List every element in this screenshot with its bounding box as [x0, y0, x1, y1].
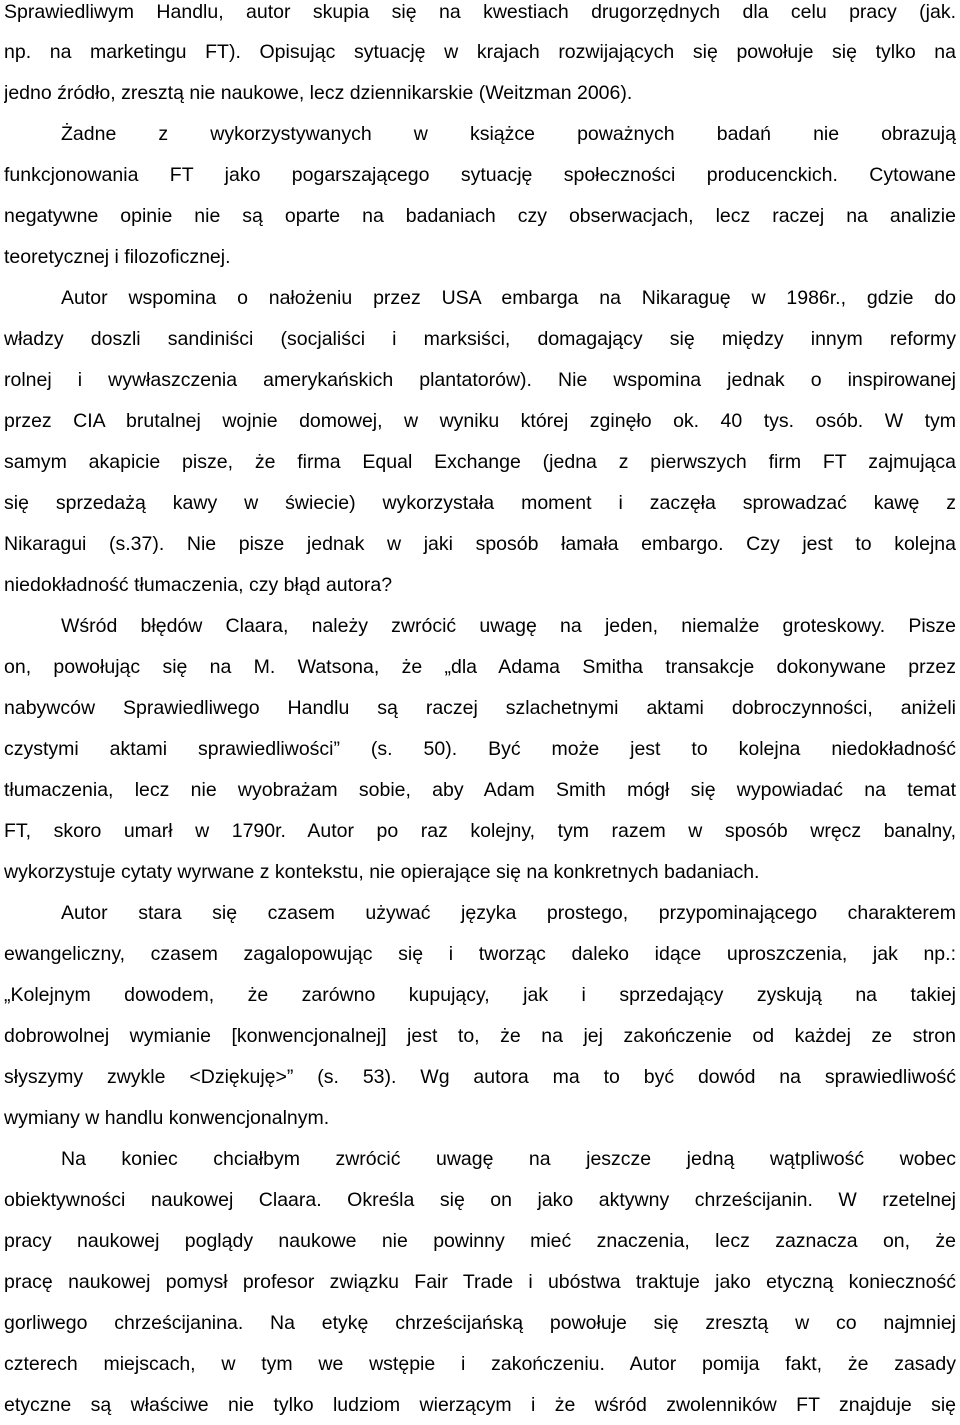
text-line: obiektywności naukowej Claara. Określa się on jako aktywny chrześcijanin. W rzetelnej — [4, 1189, 956, 1211]
text-line: wykorzystuje cytaty wyrwane z kontekstu, nie opierające się na konkretnych badaniach. — [4, 861, 760, 883]
text-line: się sprzedażą kawy w świecie) wykorzystała moment i zaczęła sprowadzać kawę z — [4, 492, 956, 514]
text-line: władzy doszli sandiniści (socjaliści i marksiści, domagający się między innym reformy — [4, 328, 956, 350]
text-line: Nikaragui (s.37). Nie pisze jednak w jaki sposób łamała embargo. Czy jest to kolejna — [4, 533, 956, 555]
text-line: czystymi aktami sprawiedliwości” (s. 50). Być może jest to kolejna niedokładność — [4, 738, 956, 760]
text-line: pracę naukowej pomysł profesor związku Fair Trade i ubóstwa traktuje jako etyczną konieczność — [4, 1271, 956, 1293]
text-line: Żadne z wykorzystywanych w książce poważnych badań nie obrazują — [61, 123, 956, 145]
text-line: Autor stara się czasem używać języka prostego, przypominającego charakterem — [61, 902, 956, 924]
text-line: przez CIA brutalnej wojnie domowej, w wyniku której zginęło ok. 40 tys. osób. W tym — [4, 410, 956, 432]
text-line: wymiany w handlu konwencjonalnym. — [4, 1107, 330, 1129]
text-line: „Kolejnym dowodem, że zarówno kupujący, jak i sprzedający zyskują na takiej — [4, 984, 956, 1006]
text-line: Autor wspomina o nałożeniu przez USA embarga na Nikaraguę w 1986r., gdzie do — [61, 287, 956, 309]
text-line: dobrowolnej wymianie [konwencjonalnej] jest to, że na jej zakończenie od każdej ze stron — [4, 1025, 956, 1047]
text-line: FT, skoro umarł w 1790r. Autor po raz kolejny, tym razem w sposób wręcz banalny, — [4, 820, 956, 842]
text-line: Sprawiedliwym Handlu, autor skupia się na kwestiach drugorzędnych dla celu pracy (jak. — [4, 1, 956, 23]
text-line: słyszymy zwykle <Dziękuję>” (s. 53). Wg autora ma to być dowód na sprawiedliwość — [4, 1066, 956, 1088]
text-line: np. na marketingu FT). Opisując sytuację w krajach rozwijających się powołuje się tylko na — [4, 41, 956, 63]
text-line: tłumaczenia, lecz nie wyobrażam sobie, aby Adam Smith mógł się wypowiadać na temat — [4, 779, 956, 801]
text-line: nabywców Sprawiedliwego Handlu są raczej szlachetnymi aktami dobroczynności, aniżeli — [4, 697, 956, 719]
text-line: rolnej i wywłaszczenia amerykańskich plantatorów). Nie wspomina jednak o inspirowanej — [4, 369, 956, 391]
text-line: Na koniec chciałbym zwrócić uwagę na jeszcze jedną wątpliwość wobec — [61, 1148, 956, 1170]
text-line: jedno źródło, zresztą nie naukowe, lecz dziennikarskie (Weitzman 2006). — [4, 82, 633, 104]
text-line: niedokładność tłumaczenia, czy błąd autora? — [4, 574, 393, 596]
text-line: teoretycznej i filozoficznej. — [4, 246, 231, 268]
text-line: etyczne są właściwe nie tylko ludziom wierzącym i że wśród zwolenników FT znajduje się — [4, 1394, 956, 1416]
text-line: funkcjonowania FT jako pogarszającego sytuację społeczności producenckich. Cytowane — [4, 164, 956, 186]
text-line: ewangeliczny, czasem zagalopowując się i tworząc daleko idące uproszczenia, jak np.: — [4, 943, 956, 965]
text-line: negatywne opinie nie są oparte na badaniach czy obserwacjach, lecz raczej na analizie — [4, 205, 956, 227]
text-line: czterech miejscach, w tym we wstępie i zakończeniu. Autor pomija fakt, że zasady — [4, 1353, 956, 1375]
text-line: samym akapicie pisze, że firma Equal Exchange (jedna z pierwszych firm FT zajmująca — [4, 451, 956, 473]
text-line: pracy naukowej poglądy naukowe nie powinny mieć znaczenia, lecz zaznacza on, że — [4, 1230, 956, 1252]
text-line: gorliwego chrześcijanina. Na etykę chrześcijańską powołuje się zresztą w co najmniej — [4, 1312, 956, 1334]
text-line: on, powołując się na M. Watsona, że „dla Adama Smitha transakcje dokonywane przez — [4, 656, 956, 678]
text-line: Wśród błędów Claara, należy zwrócić uwagę na jeden, niemalże groteskowy. Pisze — [61, 615, 956, 637]
